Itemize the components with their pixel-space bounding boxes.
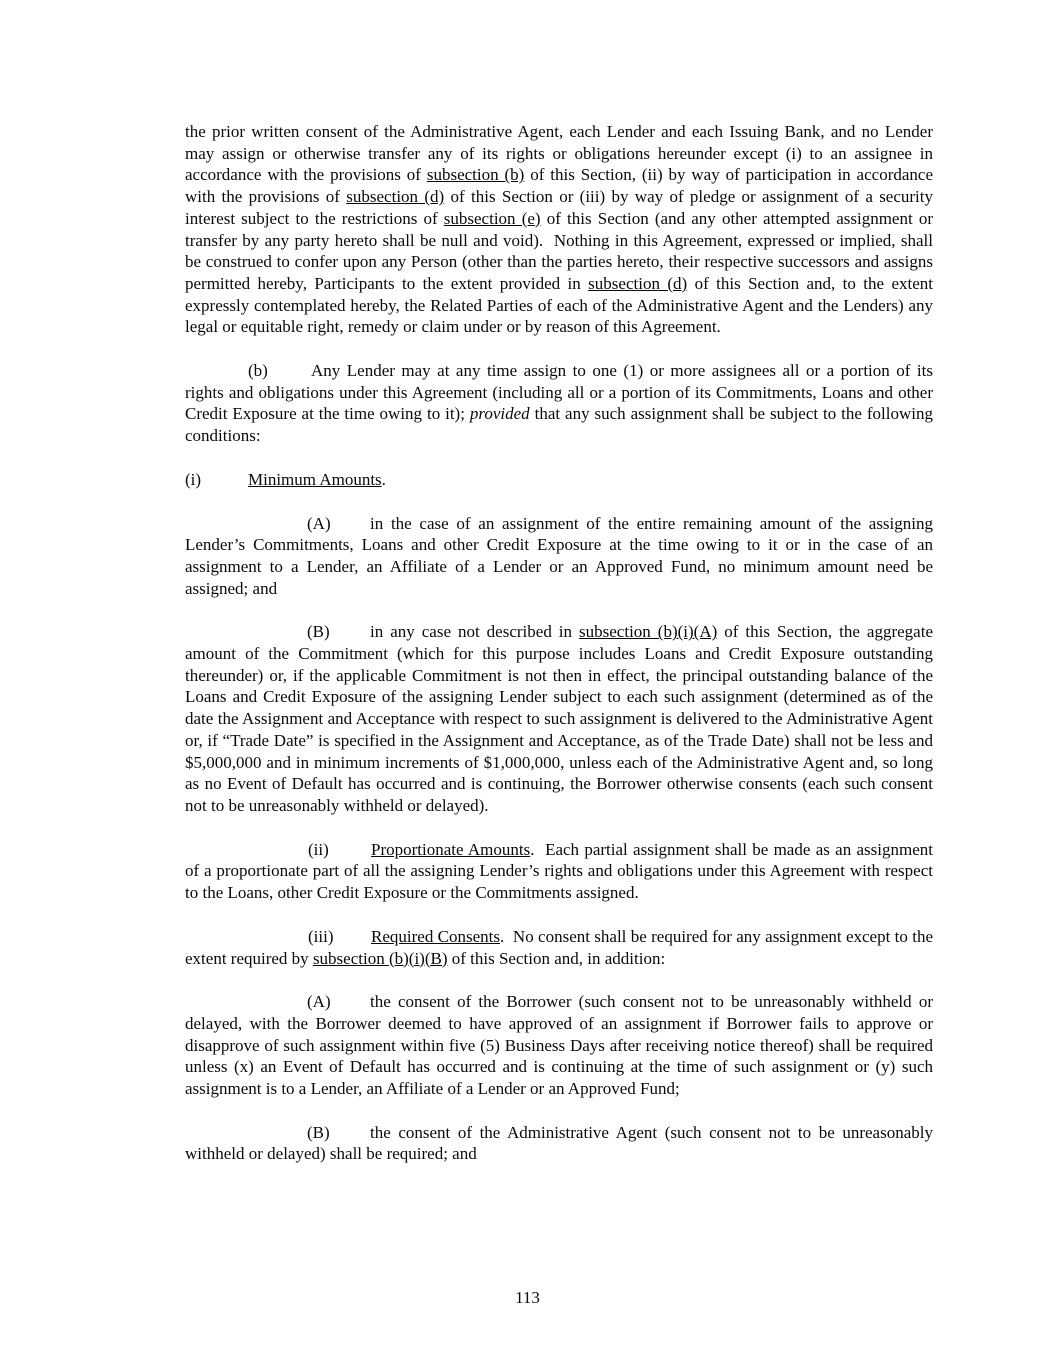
text-run: of this Section, (ii) by way of participation in accordance with the provisions of xyxy=(185,165,933,207)
clause-b-i-A xyxy=(185,513,933,600)
paragraph-b-iii xyxy=(185,926,933,969)
heading-required-consents: Required Consents xyxy=(371,926,500,946)
page-number: 113 xyxy=(515,1288,540,1307)
clause-label-ii: (ii) xyxy=(308,839,329,859)
clause-label-B: (B) xyxy=(307,622,330,642)
heading-minimum-amounts xyxy=(185,469,933,491)
clause-b-iii-A xyxy=(185,991,933,1100)
clause-label-A: (A) xyxy=(307,992,331,1012)
text-run: the prior written consent of the Administrative Agent, each Lender and each Issuing Bank, and no Lender may assign or otherwise transfer any of its rights or obligations hereunder except (i) to an assignee in accordance with the provisions of xyxy=(185,122,933,185)
paragraph-b-ii xyxy=(185,839,933,904)
clause-label-i: (i) xyxy=(185,469,202,489)
clause-b-i-B xyxy=(185,621,933,816)
subsection-biB-reference: subsection (b)(i)(B) xyxy=(312,948,448,968)
text-run: of this Section, the aggregate amount of the Commitment (which for this purpose includes Loans and Credit Exposure outstanding thereunder) or, if the applicable Commitment is not then in effect, the principal outstanding balance of the Loans and Credit Exposure of the assigning Lender subject to each such assignment (determined as of the date the Assignment and Acceptance with respect to such assignment is delivered to the Administrative Agent or, if “Trade Date” is specified in the Assignment and Acceptance, as of the Trade Date) shall not be less and $5,000,000 and in minimum increments of $1,000,000, unless each of the Administrative Agent and, so long as no Event of Default has occurred and is continuing, the Borrower otherwise consents (each such consent not to be unreasonably withheld or delayed). xyxy=(185,622,933,815)
text-run: of this Section and, in addition: xyxy=(447,948,666,968)
text-run: the consent of the Administrative Agent (such consent not to be unreasonably withheld or delayed) shall be required; and xyxy=(185,1122,933,1164)
text-run: the consent of the Borrower (such consent not to be unreasonably withheld or delayed, with the Borrower deemed to have approved of an assignment if Borrower fails to approve or disapprove of such assignment within five (5) Business Days after receiving notice thereof) shall be required unless (x) an Event of Default has occurred and is continuing at the time of such assignment or (y) such assignment is to a Lender, an Affiliate of a Lender or an Approved Fund; xyxy=(185,992,933,1099)
text-run: of this Section or (iii) by way of pledge or assignment of a security interest subject to the restrictions of xyxy=(185,187,934,228)
text-run: . No consent shall be required for any assignment except to the extent required by xyxy=(185,926,933,968)
heading-text: Minimum Amounts xyxy=(248,469,382,489)
clause-label-B: (B) xyxy=(307,1122,330,1142)
clause-b-iii-B xyxy=(185,1122,933,1165)
text-run: that any such assignment shall be subject to the following conditions: xyxy=(185,404,933,446)
subsection-d-reference: subsection (d) xyxy=(346,187,445,207)
text-run: in any case not described in xyxy=(370,622,580,642)
subsection-d-reference: subsection (d) xyxy=(588,273,688,293)
text-run: . xyxy=(381,469,386,489)
clause-label-A: (A) xyxy=(307,513,331,533)
clause-label-b: (b) xyxy=(248,361,268,381)
heading-proportionate-amounts: Proportionate Amounts xyxy=(371,839,531,859)
subsection-b-reference: subsection (b) xyxy=(426,165,525,185)
text-run: in the case of an assignment of the entire remaining amount of the assigning Lender’s Commitments, Loans and other Credit Exposure at the time owing to it or in the case of an assignment to a Lender, an Affiliate of a Lender or an Approved Fund, no minimum amount need be assigned; and xyxy=(185,513,933,598)
paragraph-continuation xyxy=(185,121,933,338)
text-run: of this Section and, to the extent expressly contemplated hereby, the Related Parties of each of the Administrative Agent and the Lenders) any legal or equitable right, remedy or claim under or by reason of this Agreement. xyxy=(185,273,933,337)
text-run: Any Lender may at any time assign to one (1) or more assignees all or a portion of its rights and obligations under this Agreement (including all or a portion of its Commitments, Loans and other Credit Exposure at the time owing to it); xyxy=(185,361,933,424)
proviso-term: provided xyxy=(469,404,530,424)
clause-label-iii: (iii) xyxy=(308,926,334,946)
subsection-e-reference: subsection (e) xyxy=(443,208,541,228)
text-run: of this Section (and any other attempted assignment or transfer by any party hereto shall be null and void). Nothing in this Agreement, expressed or implied, shall be construed to confer upon any Person (other than the parties hereto, their respective successors and assigns permitted hereby, Participants to the extent provided in xyxy=(185,208,934,293)
subsection-biA-reference: subsection (b)(i)(A) xyxy=(579,622,718,642)
document-body xyxy=(185,121,933,1187)
text-run: . Each partial assignment shall be made as an assignment of a proportionate part of all the assigning Lender’s rights and obligations under this Agreement with respect to the Loans, other Credit Exposure or the Commitments assigned. xyxy=(185,839,933,903)
paragraph-b xyxy=(185,360,933,447)
